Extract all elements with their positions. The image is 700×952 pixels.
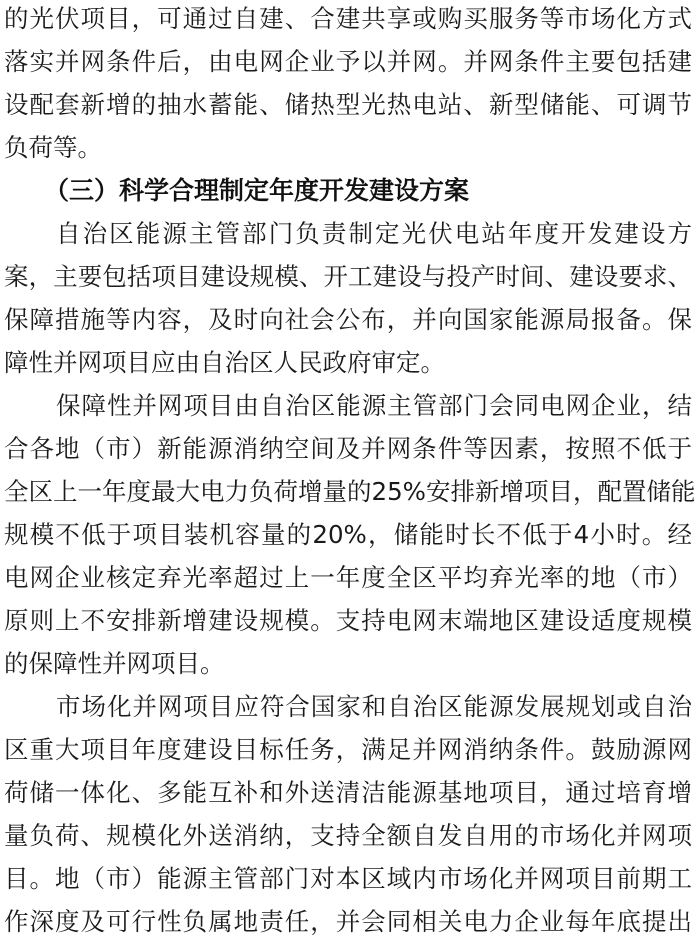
paragraph-line: 市场化并网项目应符合国家和自治区能源发展规划或自治 bbox=[56, 692, 692, 721]
paragraph-line: 保障措施等内容，及时向社会公布，并向国家能源局报备。保 bbox=[4, 305, 692, 334]
paragraph-line: 的保障性并网项目。 bbox=[4, 649, 225, 678]
paragraph-line: 保障性并网项目由自治区能源主管部门会同电网企业，结 bbox=[56, 391, 692, 420]
paragraph-line: 负荷等。 bbox=[4, 133, 102, 162]
paragraph-line: 原则上不安排新增建设规模。支持电网末端地区建设适度规模 bbox=[4, 606, 692, 635]
paragraph-line: 自治区能源主管部门负责制定光伏电站年度开发建设方 bbox=[56, 219, 692, 248]
paragraph-line: 区重大项目年度建设目标任务，满足并网消纳条件。鼓励源网 bbox=[4, 735, 692, 764]
paragraph-line: 全区上一年度最大电力负荷增量的25%安排新增项目，配置储能 bbox=[4, 477, 696, 506]
paragraph-line: 目。地（市）能源主管部门对本区域内市场化并网项目前期工 bbox=[4, 864, 692, 893]
paragraph-line: 合各地（市）新能源消纳空间及并网条件等因素，按照不低于 bbox=[4, 434, 692, 463]
paragraph-line: 量负荷、规模化外送消纳，支持全额自发自用的市场化并网项 bbox=[4, 821, 692, 850]
section-heading: （三）科学合理制定年度开发建设方案 bbox=[44, 176, 470, 205]
paragraph-line: 荷储一体化、多能互补和外送清洁能源基地项目，通过培育增 bbox=[4, 778, 692, 807]
paragraph-line: 设配套新增的抽水蓄能、储热型光热电站、新型储能、可调节 bbox=[4, 90, 692, 119]
paragraph-line: 电网企业核定弃光率超过上一年度全区平均弃光率的地（市） bbox=[4, 563, 692, 592]
paragraph-line: 案，主要包括项目建设规模、开工建设与投产时间、建设要求、 bbox=[4, 262, 692, 291]
paragraph-line: 规模不低于项目装机容量的20%，储能时长不低于4小时。经 bbox=[4, 520, 692, 549]
paragraph-line: 作深度及可行性负属地责任，并会同相关电力企业每年底提出 bbox=[4, 907, 692, 936]
paragraph-line: 落实并网条件后，由电网企业予以并网。并网条件主要包括建 bbox=[4, 47, 692, 76]
paragraph-line: 的光伏项目，可通过自建、合建共享或购买服务等市场化方式 bbox=[4, 4, 692, 33]
paragraph-line: 障性并网项目应由自治区人民政府审定。 bbox=[4, 348, 445, 377]
